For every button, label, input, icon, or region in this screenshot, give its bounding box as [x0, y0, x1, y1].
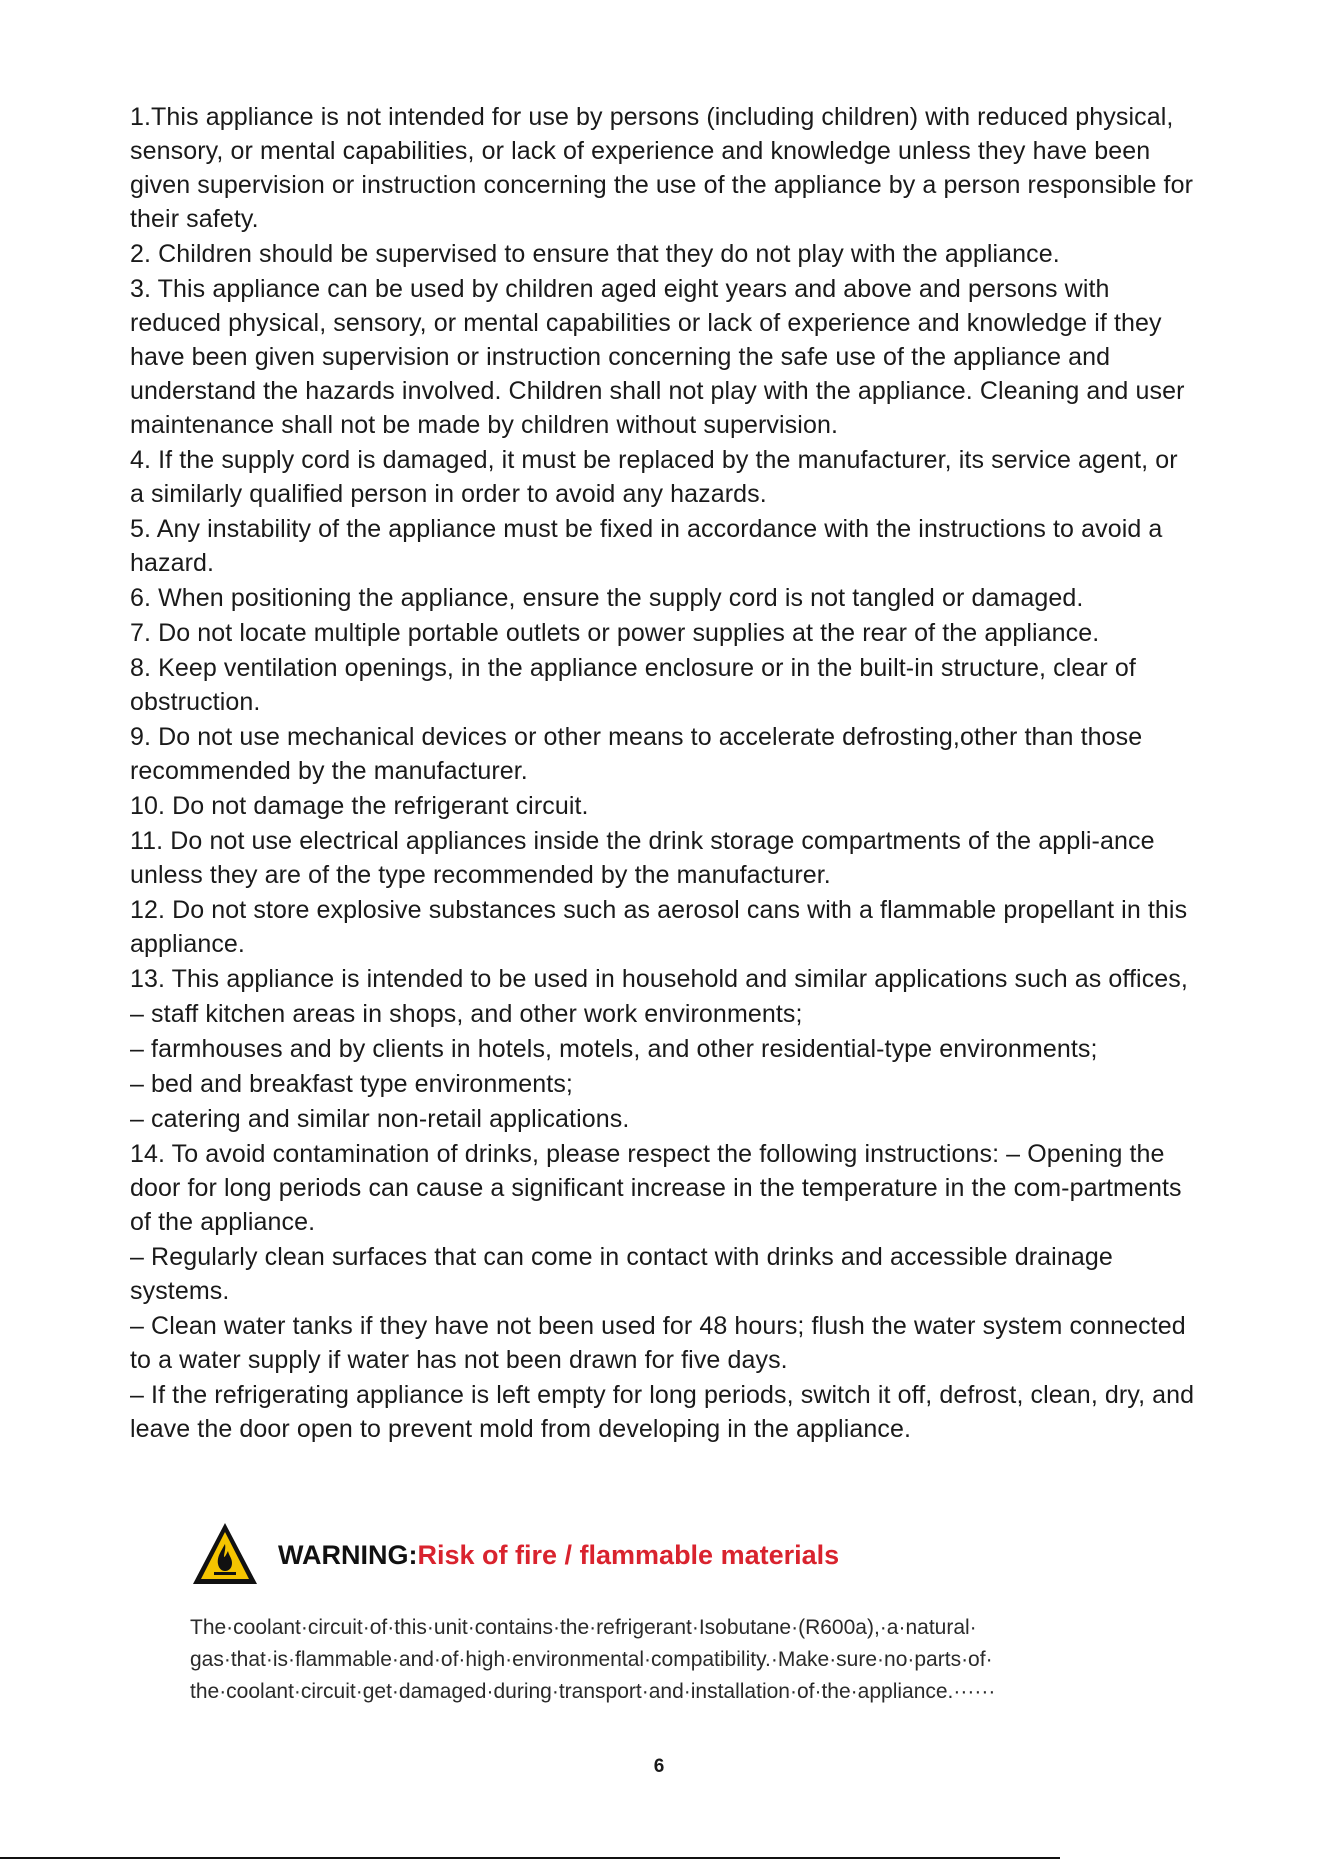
paragraph: 4. If the supply cord is damaged, it must be replaced by the manufacturer, its service agent, or a similarly qualified person in order to avoid any hazards. [130, 446, 1178, 508]
paragraph: 13. This appliance is intended to be used in household and similar applications such as offices, [130, 965, 1188, 993]
paragraph: 7. Do not locate multiple portable outlets or power supplies at the rear of the appliance. [130, 619, 1100, 647]
warning-box [190, 1520, 1090, 1708]
paragraph: 9. Do not use mechanical devices or other means to accelerate defrosting,other than those recommended by the manufacturer. [130, 723, 1143, 785]
paragraph: – farmhouses and by clients in hotels, motels, and other residential-type environments; [130, 1035, 1098, 1063]
warning-text: The·coolant·circuit·of·this·unit·contains·the·refrigerant·Isobutane·(R600a),·a·natural· gas·that·is·flammable·and·of·high·environmental·compatibility.·Make·sure·no·parts·of· the·coolant·circuit·get·damaged·during·transport·and·installation·of·the·appliance.······ [190, 1616, 996, 1703]
warning-label: WARNING: [278, 1539, 418, 1570]
warning-title: Risk of fire / flammable materials [417, 1539, 840, 1570]
paragraph: – staff kitchen areas in shops, and other work environments; [130, 1000, 803, 1028]
paragraph: – bed and breakfast type environments; [130, 1070, 573, 1098]
safety-instructions [130, 100, 1198, 1447]
flammable-warning-icon [190, 1520, 260, 1590]
paragraph: 14. To avoid contamination of drinks, please respect the following instructions: – Opening the door for long periods can cause a significant increase in the temperature in the com-partments of the appliance. [130, 1140, 1182, 1236]
paragraph: 8. Keep ventilation openings, in the appliance enclosure or in the built-in structure, clear of obstruction. [130, 654, 1136, 716]
paragraph: 2. Children should be supervised to ensure that they do not play with the appliance. [130, 240, 1060, 268]
bottom-divider [0, 1857, 1060, 1859]
paragraph: 6. When positioning the appliance, ensure the supply cord is not tangled or damaged. [130, 584, 1084, 612]
paragraph: 1.This appliance is not intended for use by persons (including children) with reduced physical, sensory, or mental capabilities, or lack of experience and knowledge unless they have been given supervision or instruction concerning the use of the appliance by a person responsible for their safety. [130, 103, 1194, 233]
paragraph: – Regularly clean surfaces that can come in contact with drinks and accessible drainage systems. [130, 1243, 1113, 1305]
paragraph: – If the refrigerating appliance is left empty for long periods, switch it off, defrost, clean, dry, and leave the door open to prevent mold from developing in the appliance. [130, 1381, 1195, 1443]
paragraph: – catering and similar non-retail applications. [130, 1105, 630, 1133]
paragraph: 3. This appliance can be used by children aged eight years and above and persons with reduced physical, sensory, or mental capabilities or lack of experience and knowledge if they have been given supervision or instruction concerning the safe use of the appliance and understand the hazards involved. Children shall not play with the appliance. Cleaning and user maintenance shall not be made by children without supervision. [130, 275, 1185, 439]
page-number: 6 [653, 1756, 665, 1777]
paragraph: 11. Do not use electrical appliances inside the drink storage compartments of the appli-ance unless they are of the type recommended by the manufacturer. [130, 827, 1155, 889]
paragraph: – Clean water tanks if they have not been used for 48 hours; flush the water system connected to a water supply if water has not been drawn for five days. [130, 1312, 1186, 1374]
paragraph: 10. Do not damage the refrigerant circuit. [130, 792, 589, 820]
paragraph: 12. Do not store explosive substances such as aerosol cans with a flammable propellant in this appliance. [130, 896, 1188, 958]
paragraph: 5. Any instability of the appliance must be fixed in accordance with the instructions to avoid a hazard. [130, 515, 1163, 577]
warning-header [190, 1520, 1090, 1590]
